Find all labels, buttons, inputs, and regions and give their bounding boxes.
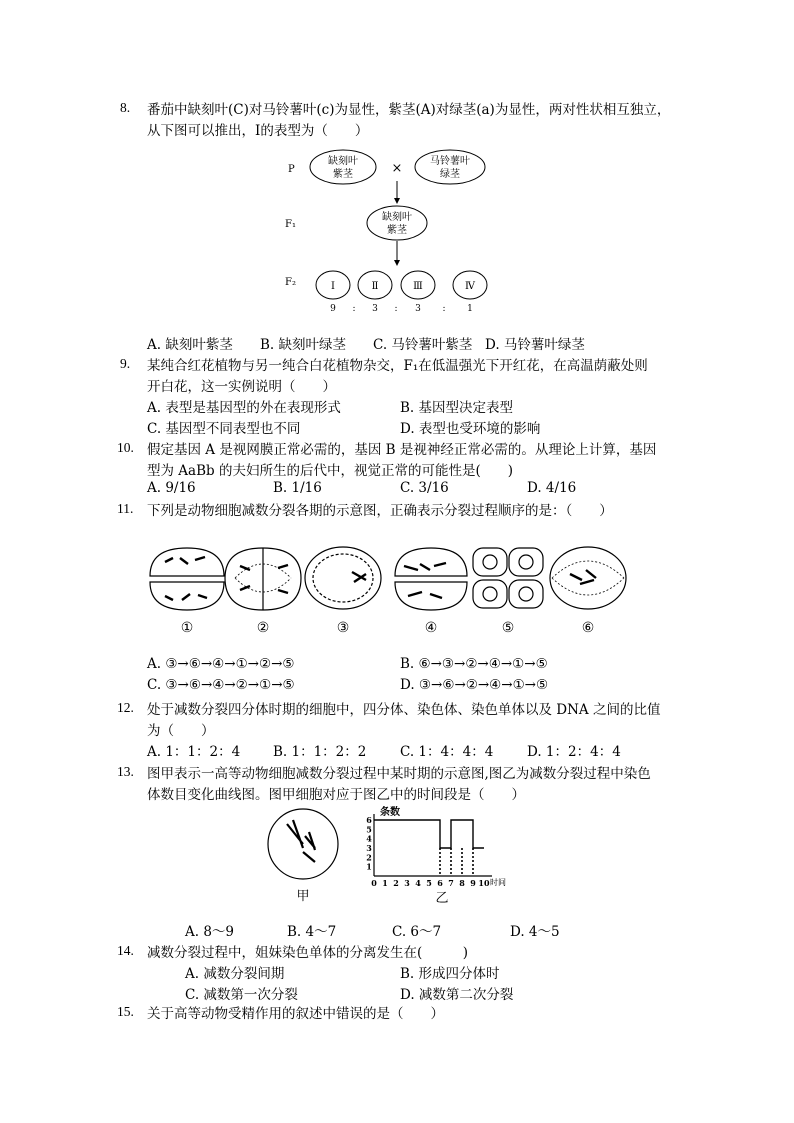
q11-meiosis-cells-figure (140, 540, 640, 640)
q11-option-d[interactable]: D. ③→⑥→②→④→①→⑤ (400, 677, 549, 693)
q11-number: 11. (117, 501, 134, 516)
q13-figure-jia (265, 806, 345, 906)
q8-number: 8. (120, 100, 131, 115)
q8-genetic-cross-diagram (280, 145, 500, 320)
p-label: P (288, 164, 295, 175)
x-tick-label: 5 (426, 878, 432, 888)
cell-2 (225, 548, 301, 610)
q11-option-c[interactable]: C. ③→⑥→④→②→①→⑤ (147, 677, 295, 693)
chart-ylabel: 条数 (380, 807, 400, 818)
parent2-text1: 马铃薯叶 (430, 156, 470, 167)
x-tick-label: 7 (448, 878, 454, 888)
figure-yi-label: 乙 (435, 891, 449, 906)
parent2-text2: 绿茎 (440, 169, 460, 180)
cell-1 (150, 548, 224, 610)
parent1-text1: 缺刻叶 (328, 156, 358, 167)
y-tick-label: 4 (366, 833, 372, 844)
y-tick-label: 6 (366, 815, 372, 825)
f1-label: F₁ (285, 219, 296, 230)
q9-stem-line1: 某纯合红花植物与另一纯合白花植物杂交，F₁在低温强光下开红花，在高温荫蔽处则 (147, 358, 648, 374)
cell-label-6: ⑥ (581, 620, 595, 636)
q13-option-c[interactable]: C. 6～7 (392, 924, 442, 940)
svg-text:3: 3 (415, 304, 421, 314)
q13-option-b[interactable]: B. 4～7 (287, 924, 337, 940)
q13-stem-line2: 体数目变化曲线图。图甲细胞对应于图乙中的时间段是（ ） (147, 787, 525, 803)
x-tick-label: 4 (415, 878, 421, 888)
q14-option-b[interactable]: B. 形成四分体时 (400, 966, 500, 982)
q8-stem-line1: 番茄中缺刻叶(C)对马铃薯叶(c)为显性，紫茎(A)对绿茎(a)为显性，两对性状相互独立， (147, 102, 671, 118)
x-tick-label: 3 (404, 878, 410, 888)
q9-option-b[interactable]: B. 基因型决定表型 (400, 400, 514, 416)
q15-number: 15. (117, 1004, 134, 1019)
cell-6 (550, 547, 626, 609)
q8-stem-line2: 从下图可以推出，Ⅰ的表型为（ ） (147, 123, 369, 139)
q9-number: 9. (120, 356, 131, 371)
q10-stem-line2: 型为 AaBb 的夫妇所生的后代中，视觉正常的可能性是( ) (147, 463, 513, 479)
y-tick-label: 5 (366, 824, 372, 835)
q10-option-d[interactable]: D. 4/16 (527, 480, 577, 496)
q8-option-a[interactable]: A. 缺刻叶紫茎 (147, 337, 233, 353)
cell-3 (305, 547, 381, 609)
f1-text1: 缺刻叶 (382, 212, 412, 223)
q12-option-d[interactable]: D. 1：2：4：4 (527, 744, 621, 760)
svg-text:3: 3 (372, 304, 378, 314)
q9-stem-line2: 开白花，这一实例说明（ ） (147, 379, 336, 395)
q8-option-d[interactable]: D. 马铃薯叶绿茎 (485, 337, 585, 353)
q10-option-a[interactable]: A. 9/16 (147, 480, 196, 496)
q13-figure-yi-chart (362, 806, 522, 906)
cross-symbol: × (391, 161, 403, 176)
q14-option-c[interactable]: C. 减数第一次分裂 (185, 987, 298, 1003)
q14-option-a[interactable]: A. 减数分裂间期 (185, 966, 285, 982)
q10-option-b[interactable]: B. 1/16 (273, 480, 322, 496)
q10-option-c[interactable]: C. 3/16 (400, 480, 449, 496)
x-tick-label: 6 (437, 878, 443, 888)
q8-option-b[interactable]: B. 缺刻叶绿茎 (260, 337, 347, 353)
cell-5 (473, 548, 543, 608)
q9-option-a[interactable]: A. 表型是基因型的外在表现形式 (147, 400, 341, 416)
q13-number: 13. (117, 764, 134, 779)
figure-jia-label: 甲 (296, 889, 310, 904)
q12-number: 12. (117, 700, 134, 715)
svg-text::: : (352, 304, 356, 314)
y-tick-label: 1 (366, 861, 372, 872)
q13-option-a[interactable]: A. 8～9 (185, 924, 235, 940)
q13-stem-line1: 图甲表示一高等动物细胞减数分裂过程中某时期的示意图,图乙为减数分裂过程中染色 (147, 766, 651, 782)
chart-xlabel: 时间 (490, 878, 506, 887)
svg-text::: : (442, 304, 446, 314)
x-tick-label: 9 (470, 878, 476, 888)
f2-type-3: Ⅲ (413, 281, 423, 292)
x-tick-label: 8 (459, 878, 465, 888)
q12-option-c[interactable]: C. 1：4：4：4 (400, 744, 494, 760)
f2-ratio (330, 304, 473, 314)
q11-stem-line1: 下列是动物细胞减数分裂各期的示意图，正确表示分裂过程顺序的是：（ ） (147, 503, 613, 519)
q9-option-d[interactable]: D. 表型也受环境的影响 (400, 421, 541, 437)
svg-text:1: 1 (467, 304, 473, 314)
q11-option-a[interactable]: A. ③→⑥→④→①→②→⑤ (147, 656, 295, 672)
svg-text::: : (394, 304, 398, 314)
y-tick-label: 3 (366, 843, 372, 853)
x-tick-label: 0 (371, 878, 377, 888)
series-line (374, 820, 484, 848)
f2-label: F₂ (285, 277, 296, 288)
cell-label-3: ③ (336, 620, 350, 636)
q14-option-d[interactable]: D. 减数第二次分裂 (400, 987, 514, 1003)
f1-text2: 紫茎 (387, 225, 407, 236)
cell-label-5: ⑤ (501, 620, 515, 636)
f2-type-1: Ⅰ (331, 281, 335, 292)
y-tick-label: 2 (366, 852, 372, 863)
q13-option-d[interactable]: D. 4～5 (510, 924, 560, 940)
q9-option-c[interactable]: C. 基因型不同表型也不同 (147, 421, 301, 437)
q15-stem-line1: 关于高等动物受精作用的叙述中错误的是（ ） (147, 1006, 444, 1022)
q12-option-b[interactable]: B. 1：1：2：2 (273, 744, 367, 760)
q12-option-a[interactable]: A. 1：1：2：4 (147, 744, 241, 760)
x-tick-label: 2 (393, 878, 399, 888)
q10-number: 10. (117, 440, 134, 455)
parent1-text2: 紫茎 (333, 169, 353, 180)
q11-option-b[interactable]: B. ⑥→③→②→④→①→⑤ (400, 656, 548, 672)
f2-types (316, 271, 487, 299)
q10-stem-line1: 假定基因 A 是视网膜正常必需的，基因 B 是视神经正常必需的。从理论上计算，基因 (147, 442, 657, 458)
q12-stem-line2: 为（ ） (147, 723, 215, 739)
cell-4 (395, 548, 467, 610)
q12-stem-line1: 处于减数分裂四分体时期的细胞中，四分体、染色体、染色单体以及 DNA 之间的比值 (147, 702, 661, 718)
cell-label-2: ② (256, 620, 270, 636)
cell-label-1: ① (180, 620, 194, 636)
cell-label-4: ④ (424, 620, 438, 636)
f2-type-4: Ⅳ (465, 281, 475, 292)
q14-number: 14. (117, 943, 134, 958)
svg-text:9: 9 (330, 304, 336, 314)
q8-option-c[interactable]: C. 马铃薯叶紫茎 (373, 337, 473, 353)
f2-type-2: Ⅱ (371, 281, 379, 292)
x-tick-label: 10 (478, 878, 490, 888)
q14-stem-line1: 减数分裂过程中，姐妹染色单体的分离发生在( ) (147, 945, 469, 961)
x-tick-label: 1 (382, 878, 388, 888)
